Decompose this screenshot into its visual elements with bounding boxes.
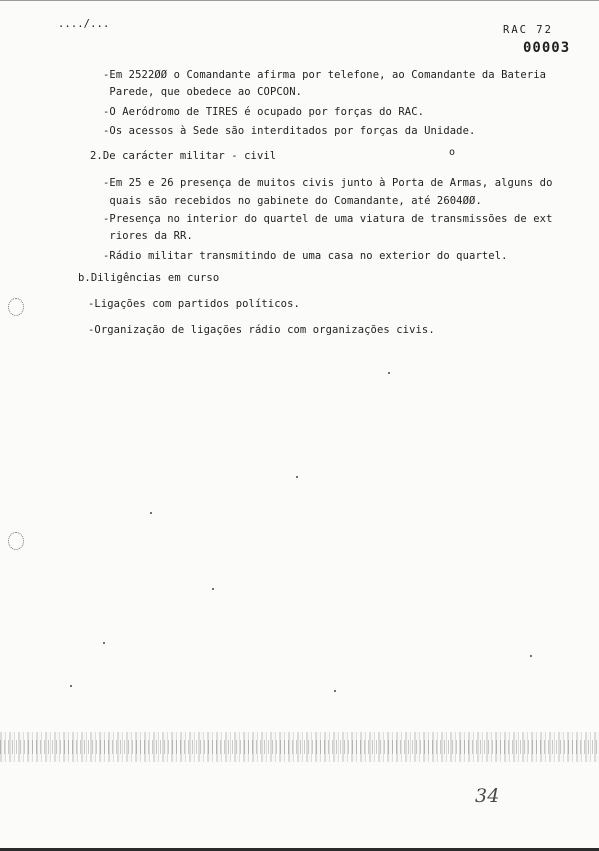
punch-hole	[8, 532, 24, 550]
scan-speck	[150, 512, 152, 514]
document-reference-number: 00003	[523, 40, 571, 56]
text-line-10: -Rádio militar transmitindo de uma casa no exterior do quartel.	[103, 250, 508, 262]
scan-speck	[388, 372, 390, 374]
text-line-7: quais são recebidos no gabinete do Comandante, até 2604ØØ.	[103, 195, 482, 207]
continuation-mark: ..../...	[58, 18, 110, 30]
scan-speck	[212, 588, 214, 590]
section-heading-diligences: b.Diligências em curso	[78, 272, 220, 284]
section-heading-military-civil: 2.De carácter militar - civil	[90, 150, 277, 162]
text-line-13: -Organização de ligações rádio com organizações civis.	[88, 324, 435, 336]
scan-top-edge	[0, 0, 599, 1]
text-line-3: -O Aeródromo de TIRES é ocupado por forças do RAC.	[103, 106, 425, 118]
text-line-12: -Ligações com partidos políticos.	[88, 298, 300, 310]
text-line-4: -Os acessos à Sede são interditados por forças da Unidade.	[103, 125, 476, 137]
document-reference: RAC 72	[503, 24, 553, 36]
punch-holes	[6, 298, 32, 578]
scan-noise-band	[0, 740, 599, 754]
scan-speck	[296, 476, 298, 478]
scan-speck	[530, 655, 532, 657]
scan-speck	[103, 642, 105, 644]
text-line-2: Parede, que obedece ao COPCON.	[103, 86, 303, 98]
scan-speck	[70, 685, 72, 687]
scan-speck	[334, 690, 336, 692]
text-line-1: -Em 2522ØØ o Comandante afirma por telefone, ao Comandante da Bateria	[103, 69, 547, 81]
text-line-9: riores da RR.	[103, 230, 193, 242]
handwritten-page-number: 34	[475, 785, 500, 807]
circle-mark: o	[449, 147, 456, 158]
punch-hole	[8, 298, 24, 316]
text-line-6: -Em 25 e 26 presença de muitos civis junto à Porta de Armas, alguns do	[103, 177, 553, 189]
text-line-8: -Presença no interior do quartel de uma viatura de transmissões de ext	[103, 213, 553, 225]
